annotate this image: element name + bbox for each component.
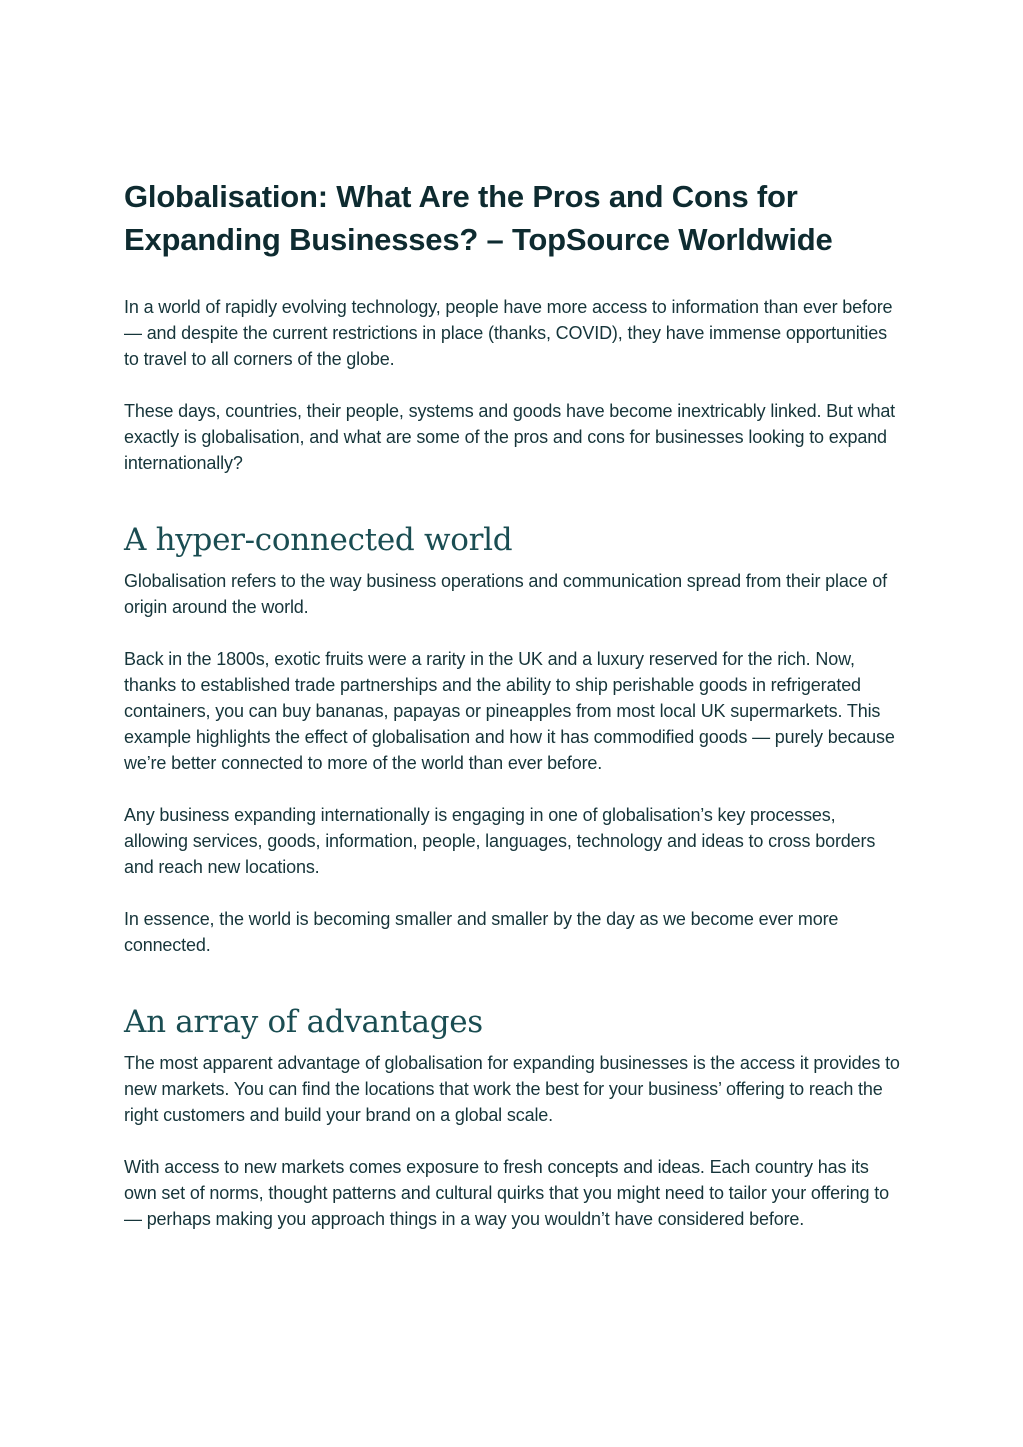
section-1-paragraph-4: In essence, the world is becoming smaller and smaller by the day as we become ever more connected.	[124, 909, 839, 955]
page-title: Globalisation: What Are the Pros and Cons for Expanding Businesses? – TopSource Worldwide	[124, 179, 833, 257]
section-heading-hyper-connected: A hyper-connected world	[124, 522, 513, 558]
document-page	[124, 175, 904, 1258]
section-1-paragraph-3: Any business expanding internationally is engaging in one of globalisation’s key processes, allowing services, goods, information, people, languages, technology and ideas to cross borders and reach new locations.	[124, 805, 876, 877]
section-2-paragraph-1: The most apparent advantage of globalisation for expanding businesses is the access it provides to new markets. You can find the locations that work the best for your business’ offering to reach the right customers and build your brand on a global scale.	[124, 1053, 900, 1125]
section-1-paragraph-2: Back in the 1800s, exotic fruits were a rarity in the UK and a luxury reserved for the rich. Now, thanks to established trade partnerships and the ability to ship perishable goods in refrigerated containers, you can buy bananas, papayas or pineapples from most local UK supermarkets. This example highlights the effect of globalisation and how it has commodified goods — purely because we’re better connected to more of the world than ever before.	[124, 649, 895, 773]
intro-paragraph-1: In a world of rapidly evolving technology, people have more access to information than ever before — and despite the current restrictions in place (thanks, COVID), they have immense opportunities to travel to all corners of the globe.	[124, 297, 893, 369]
section-1-paragraph-1: Globalisation refers to the way business operations and communication spread from their place of origin around the world.	[124, 571, 888, 617]
section-2-paragraph-2: With access to new markets comes exposure to fresh concepts and ideas. Each country has its own set of norms, thought patterns and cultural quirks that you might need to tailor your offering to — perhaps making you approach things in a way you wouldn’t have considered before.	[124, 1157, 889, 1229]
intro-paragraph-2: These days, countries, their people, systems and goods have become inextricably linked. But what exactly is globalisation, and what are some of the pros and cons for businesses looking to expand internationally?	[124, 401, 896, 473]
section-heading-advantages: An array of advantages	[124, 1004, 483, 1040]
